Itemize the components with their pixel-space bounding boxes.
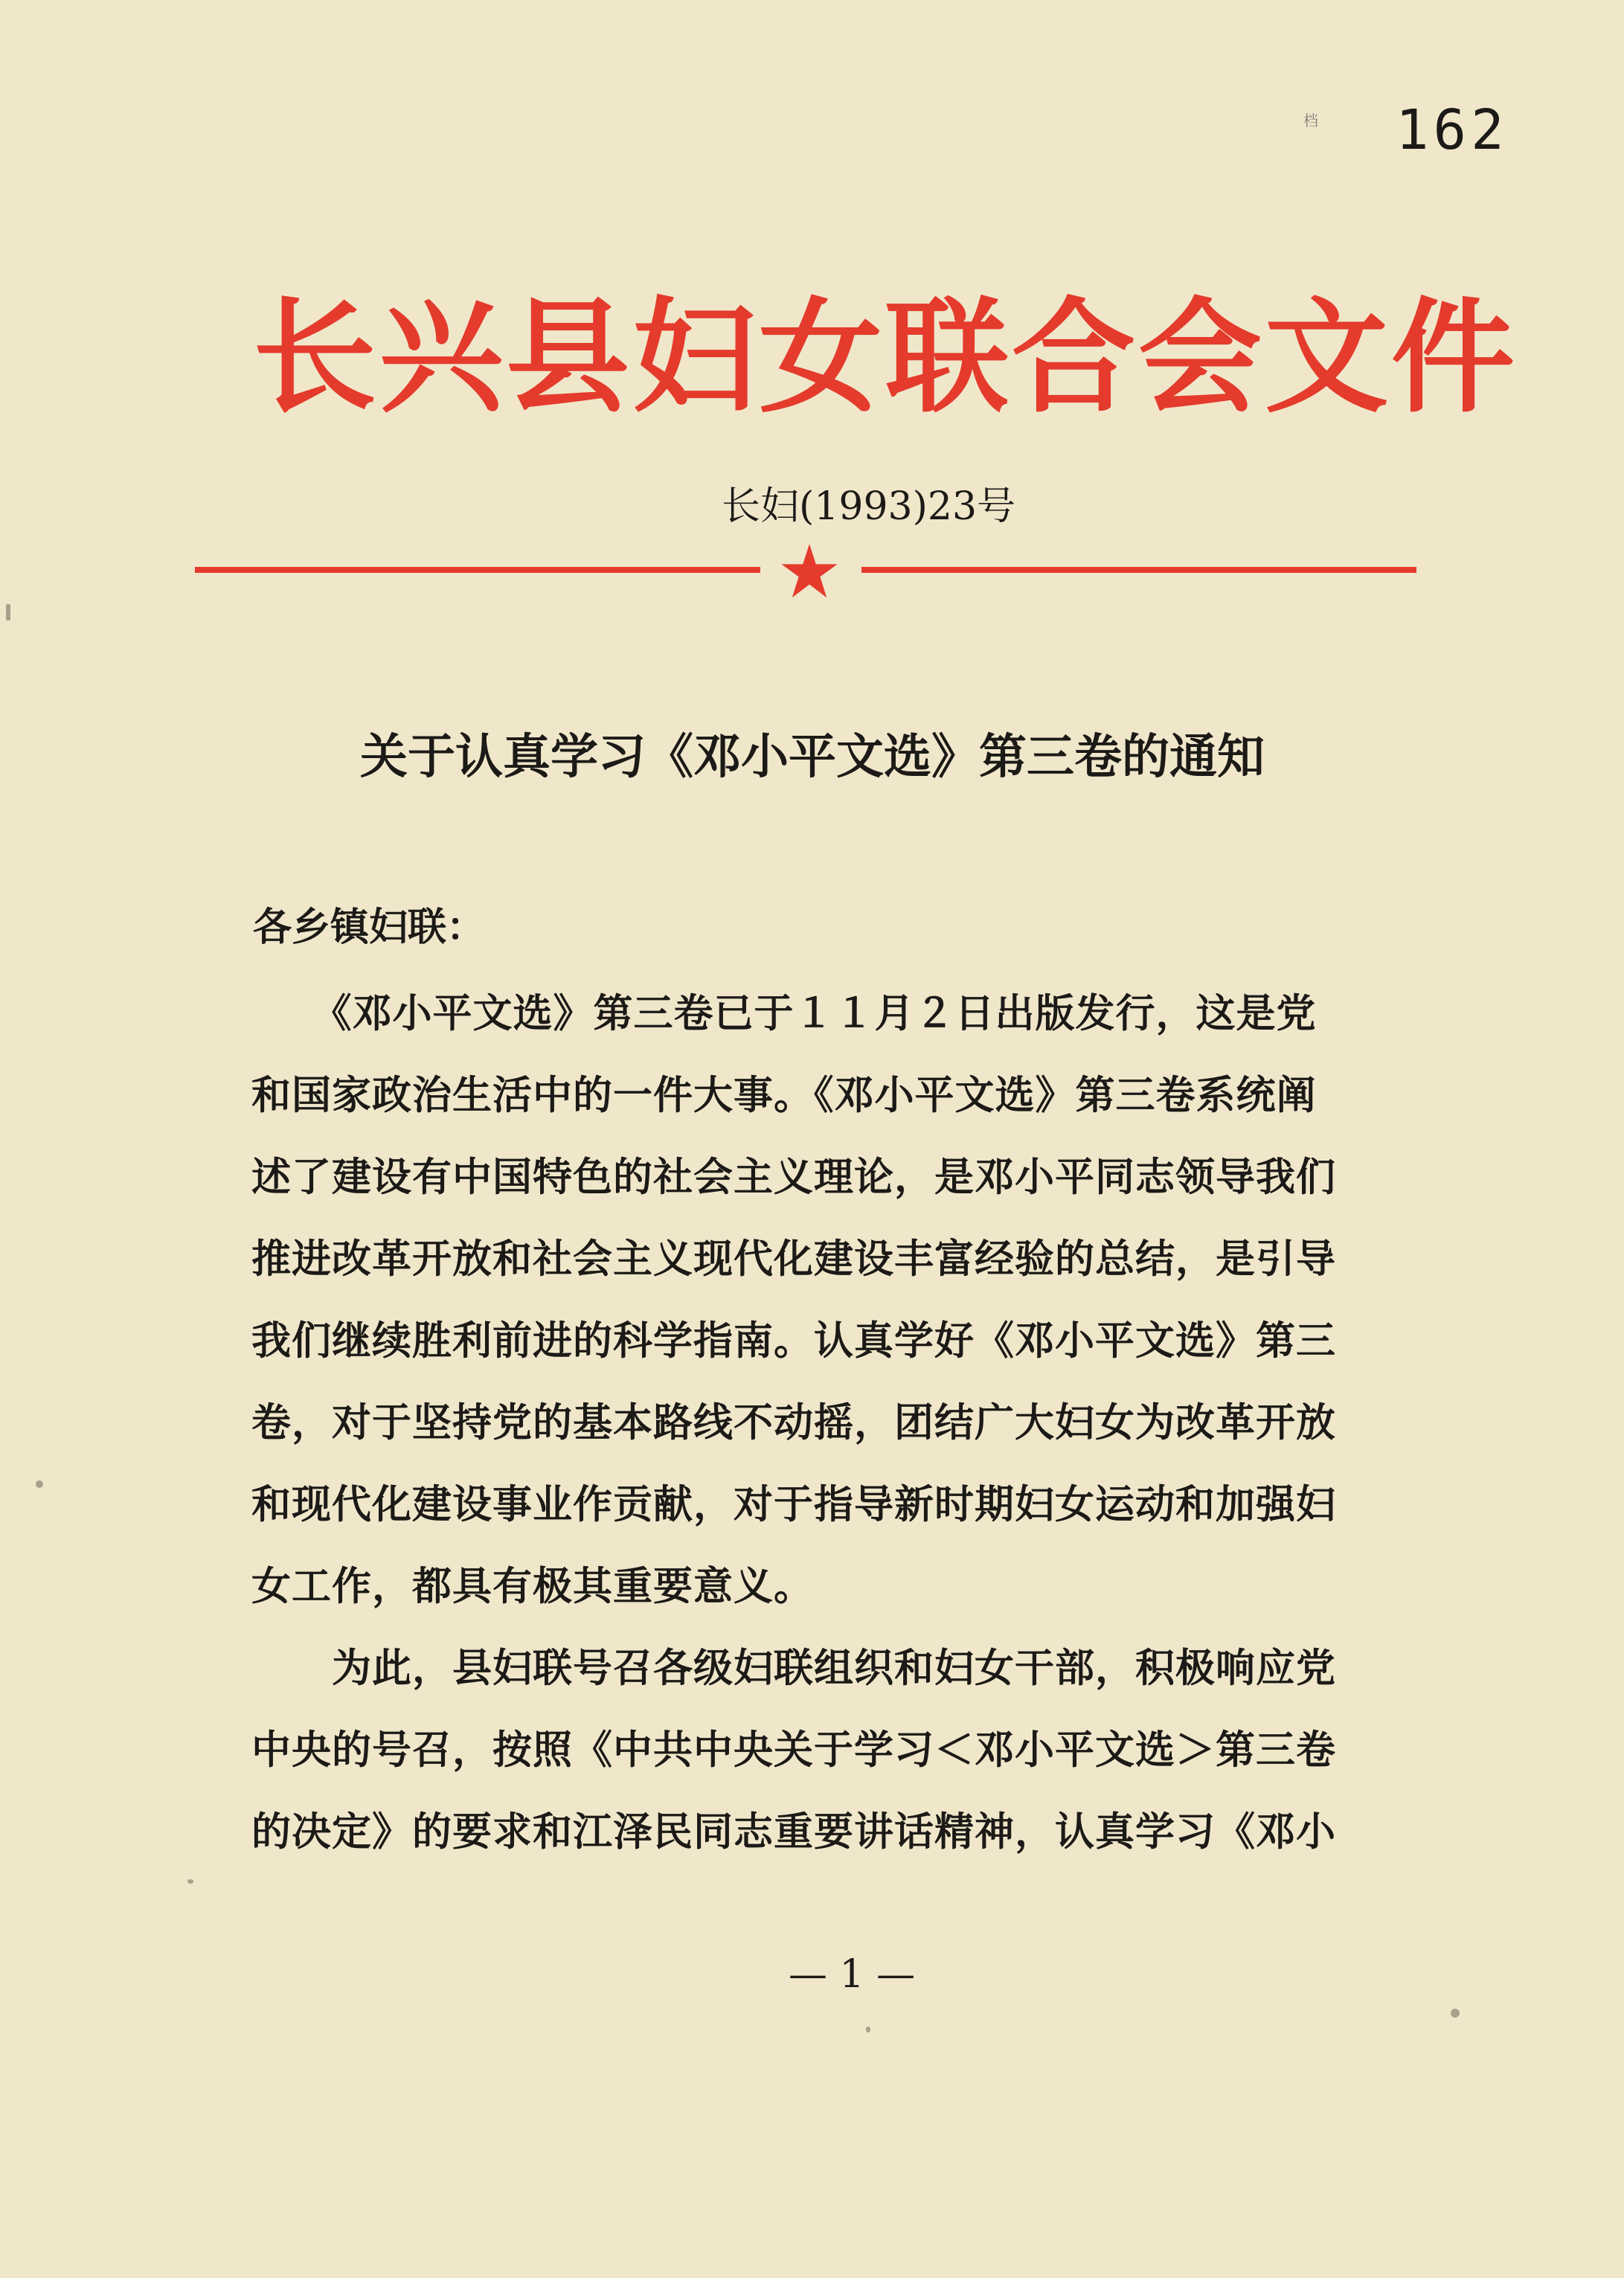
archive-stamp: 档: [1303, 112, 1319, 129]
body-line: 推进改革开放和社会主义现代化建设丰富经验的总结，是引导: [251, 1236, 1336, 1282]
body-line: 和现代化建设事业作贡献，对于指导新时期妇女运动和加强妇: [251, 1481, 1336, 1527]
body-line: 为此，县妇联号召各级妇联组织和妇女干部，积极响应党: [251, 1645, 1336, 1691]
salutation: 各乡镇妇联：: [253, 905, 486, 950]
red-rule-right: [861, 567, 1416, 573]
red-star-icon: [780, 542, 839, 601]
body-line: 的决定》的要求和江泽民同志重要讲话精神，认真学习《邓小: [251, 1809, 1336, 1855]
page-number: — 1 —: [789, 1952, 916, 1997]
red-rule-left: [195, 567, 760, 573]
paper-speck: [6, 604, 10, 620]
body-line: 女工作，都具有极其重要意义。: [251, 1563, 814, 1609]
body-line: 卷，对于坚持党的基本路线不动摇，团结广大妇女为改革开放: [251, 1399, 1336, 1446]
body-line: 中央的号召，按照《中共中央关于学习＜邓小平文选＞第三卷: [251, 1727, 1336, 1773]
paper-speck: [1451, 2009, 1460, 2018]
masthead-title: 长兴县妇女联合会文件: [253, 285, 1518, 430]
body-line: 我们继续胜利前进的科学指南。认真学好《邓小平文选》第三: [251, 1318, 1336, 1364]
notice-title: 关于认真学习《邓小平文选》第三卷的通知: [360, 730, 1265, 785]
body-line: 述了建设有中国特色的社会主义理论，是邓小平同志领导我们: [251, 1154, 1336, 1200]
document-number: 长妇(1993)23号: [722, 484, 1016, 529]
archive-number: 162: [1396, 98, 1509, 162]
body-line: 《邓小平文选》第三卷已于１１月２日出版发行，这是党: [251, 990, 1317, 1036]
paper-speck: [866, 2027, 870, 2032]
paper-speck: [187, 1879, 193, 1884]
body-line: 和国家政治生活中的一件大事。《邓小平文选》第三卷系统阐: [251, 1072, 1317, 1118]
paper-speck: [36, 1480, 43, 1488]
